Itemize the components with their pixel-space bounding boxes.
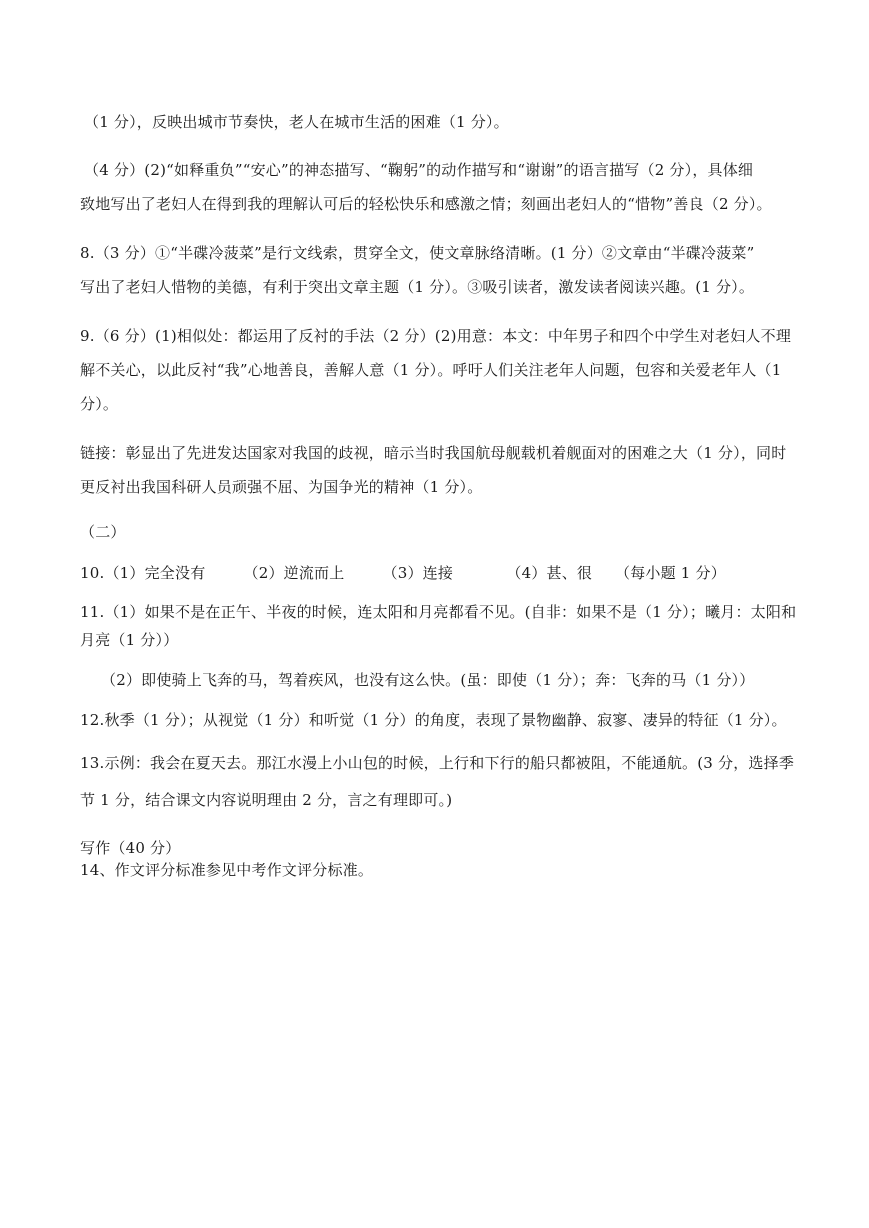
answer-q9-a: 9.（6 分）(1)相似处：都运用了反衬的手法（2 分）(2)用意：本文：中年男子和四个中学生对老妇人不理 — [80, 327, 792, 345]
answer-link-a: 链接：彰显出了先进发达国家对我国的歧视，暗示当时我国航母舰载机着舰面对的困难之大（1 分），同时 — [80, 444, 787, 462]
answer-q11-a: 11.（1）如果不是在正午、半夜的时候，连太阳和月亮都看不见。(自非：如果不是（1 分）；曦月：太阳和 — [80, 603, 797, 621]
answer-link-b: 更反衬出我国科研人员顽强不屈、为国争光的精神（1 分）。 — [80, 478, 483, 496]
answer-line-8-part2-a: （4 分）(2)“如释重负”“安心”的神态描写、“鞠躬”的动作描写和“谢谢”的语言描写（2 分），具体细 — [84, 161, 754, 179]
answer-q11-b: 月亮（1 分）） — [80, 631, 179, 649]
answer-line-8-part2-b: 致地写出了老妇人在得到我的理解认可后的轻松快乐和感激之情；刻画出老妇人的“惜物”善良（2 分）。 — [80, 195, 772, 213]
answer-q8-b: 写出了老妇人惜物的美德，有利于突出文章主题（1 分）。③吸引读者，激发读者阅读兴趣。(1 分）。 — [80, 278, 755, 296]
answer-q11-part2: （2）即使骑上飞奔的马，驾着疾风，也没有这么快。(虽：即使（1 分）；奔：飞奔的马（1 分）） — [101, 671, 755, 689]
answer-q10: 10.（1）完全没有 （2）逆流而上 （3）连接 （4）甚、很 （每小题 1 分） — [80, 564, 726, 582]
answer-q8-a: 8.（3 分）①“半碟冷菠菜”是行文线索，贯穿全文，使文章脉络清晰。(1 分）②文章由“半碟冷菠菜” — [80, 244, 755, 262]
answer-q9-c: 分）。 — [80, 395, 119, 413]
answer-line-7-end: （1 分），反映出城市节奏快，老人在城市生活的困难（1 分）。 — [84, 113, 509, 131]
section-two-heading: （二） — [80, 523, 126, 541]
answer-q9-b: 解不关心，以此反衬“我”心地善良，善解人意（1 分）。呼吁人们关注老年人问题，包容和关爱老年人（1 — [80, 361, 782, 379]
answer-q13-b: 节 1 分，结合课文内容说明理由 2 分，言之有理即可。) — [80, 791, 453, 809]
answer-q13-a: 13.示例：我会在夏天去。那江水漫上小山包的时候，上行和下行的船只都被阻，不能通航。(3 分，选择季 — [80, 754, 795, 772]
writing-heading: 写作（40 分） — [80, 839, 181, 857]
answer-q12: 12.秋季（1 分）；从视觉（1 分）和听觉（1 分）的角度，表现了景物幽静、寂寥、凄异的特征（1 分）。 — [80, 711, 787, 729]
answer-q14: 14、作文评分标准参见中考作文评分标准。 — [80, 861, 374, 879]
